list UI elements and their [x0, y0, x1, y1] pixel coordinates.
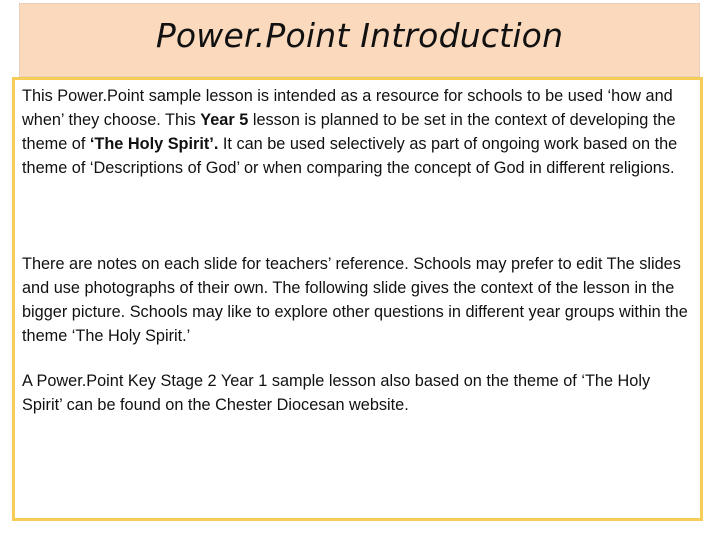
- content-box: [12, 77, 703, 521]
- intro-paragraph: [22, 84, 692, 180]
- intro-text-2: lesson is planned to be set in the context of developing the theme of: [22, 111, 676, 153]
- intro-theme-bold: ‘The Holy Spirit’.: [89, 135, 219, 153]
- intro-year-bold: Year 5: [200, 111, 249, 129]
- intro-text-3: It can be used selectively as part of ongoing work based on the theme of ‘Descriptions of God’ or when comparing the concept of God in different religions.: [22, 135, 678, 177]
- notes-paragraph: There are notes on each slide for teachers’ reference. Schools may prefer to edit The slides and use photographs of their own. The following slide gives the context of the lesson in the bigger picture. Schools may like to explore other questions in different year groups within the theme ‘The Holy Spirit.’: [22, 255, 688, 345]
- slide-title: Power.Point Introduction: [155, 16, 564, 55]
- ks2-paragraph: A Power.Point Key Stage 2 Year 1 sample lesson also based on the theme of ‘The Holy Spirit’ can be found on the Chester Diocesan website.: [22, 372, 651, 414]
- intro-text-1: This Power.Point sample lesson is intended as a resource for schools to be used ‘how and when’ they choose. This: [22, 87, 673, 129]
- title-banner: [19, 3, 700, 77]
